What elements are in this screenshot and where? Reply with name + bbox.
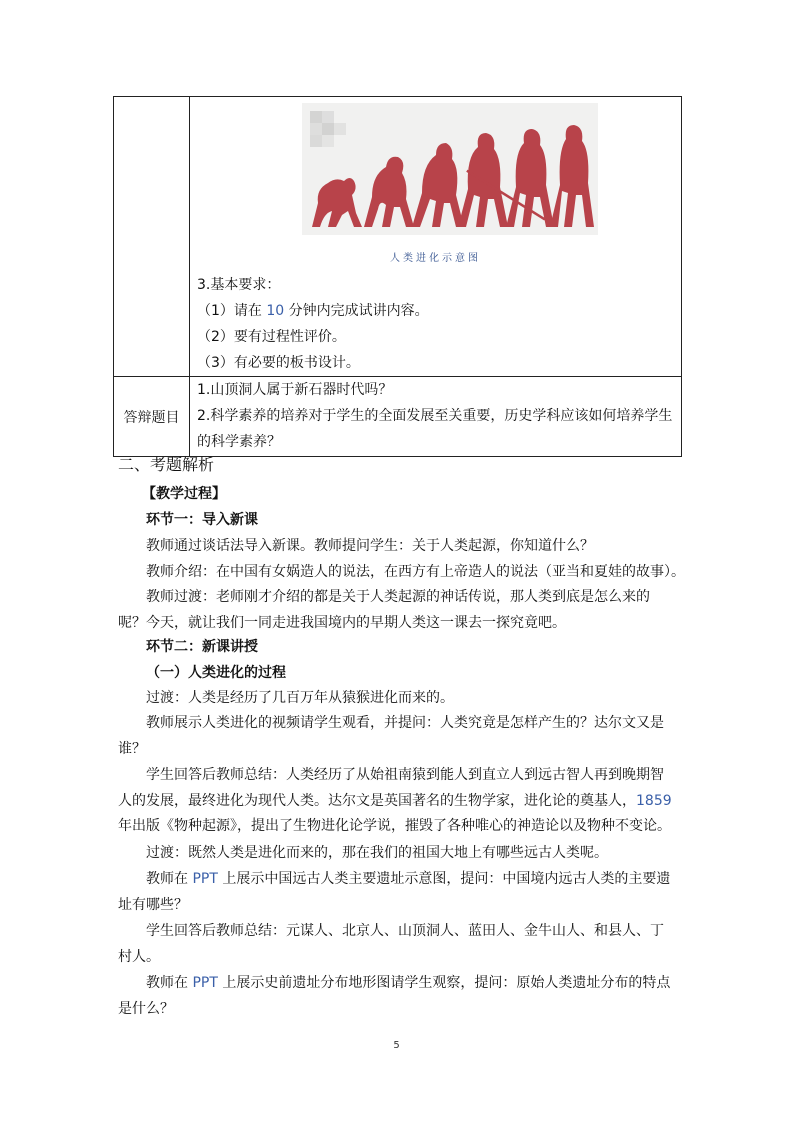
human-evolution-figure: [302, 103, 598, 235]
subsection-1-heading: （一）人类进化的过程: [146, 665, 286, 681]
defense-questions-cell: [190, 377, 682, 457]
paragraph-6: 学生回答后教师总结：人类经历了从始祖南猿到能人到直立人到远古智人再到晚期智人的发展，最终进化为现代人类。达尔文是英国著名的生物学家，进化论的奠基人，1859 年出版《物种起源》，提出了生物进化论学说，摧毁了各种唯心的神造论以及物种不变论。: [118, 767, 672, 834]
link1-heading: 环节一：导入新课: [146, 512, 258, 528]
paragraph-1: 教师通过谈话法导入新课。教师提问学生：关于人类起源，你知道什么？: [146, 538, 594, 554]
page-number: 5: [393, 1040, 400, 1051]
homo-sapiens-silhouette: [506, 129, 554, 227]
empty-label-cell: [114, 97, 190, 377]
homo-habilis-silhouette: [412, 143, 464, 227]
ape-silhouette: [312, 178, 362, 227]
evolution-silhouettes: [302, 103, 598, 235]
section-title: 二、考题解析: [118, 455, 215, 474]
paragraph-9: 学生回答后教师总结：元谋人、北京人、山顶洞人、蓝田人、金牛山人、和县人、丁村人。: [118, 923, 664, 965]
requirement-2: （2）要有过程性评价。: [197, 329, 346, 345]
content-cell: [190, 97, 682, 377]
paragraph-5: 教师展示人类进化的视频请学生观看，并提问：人类究竟是怎样产生的？达尔文又是谁？: [118, 715, 664, 757]
requirement-1: （1）请在 10 分钟内完成试讲内容。: [197, 303, 429, 319]
early-hominid-silhouette: [364, 157, 414, 227]
requirement-3: （3）有必要的板书设计。: [197, 355, 360, 371]
exam-table: [113, 96, 682, 457]
question-1: 1.山顶洞人属于新石器时代吗？: [197, 382, 393, 398]
paragraph-8: 教师在 PPT 上展示中国远古人类主要遗址示意图，提问：中国境内远古人类的主要遗址有哪些？: [118, 871, 671, 913]
link2-heading: 环节二：新课讲授: [146, 639, 258, 655]
paragraph-10: 教师在 PPT 上展示史前遗址分布地形图请学生观察，提问：原始人类遗址分布的特点是什么？: [118, 975, 671, 1017]
figure-caption: 人类进化示意图: [390, 253, 481, 264]
paragraph-2: 教师介绍：在中国有女娲造人的说法，在西方有上帝造人的说法（亚当和夏娃的故事）。: [146, 564, 685, 580]
paragraph-3: 教师过渡：老师刚才介绍的都是关于人类起源的神话传说，那人类到底是怎么来的呢？今天，就让我们一同走进我国境内的早期人类这一课去一探究竟吧。: [118, 589, 650, 631]
blurred-patch: [310, 111, 346, 147]
teaching-process-heading: 【教学过程】: [142, 486, 226, 502]
paragraph-7: 过渡：既然人类是进化而来的，那在我们的祖国大地上有哪些远古人类呢。: [146, 845, 608, 861]
requirements-title: 3.基本要求：: [197, 277, 281, 293]
defense-label: 答辩题目: [114, 377, 190, 457]
modern-human-silhouette: [550, 125, 594, 227]
paragraph-4: 过渡：人类是经历了几百万年从猿猴进化而来的。: [146, 690, 454, 706]
question-2: 2.科学素养的培养对于学生的全面发展至关重要，历史学科应该如何培养学生的科学素养？: [197, 408, 673, 450]
